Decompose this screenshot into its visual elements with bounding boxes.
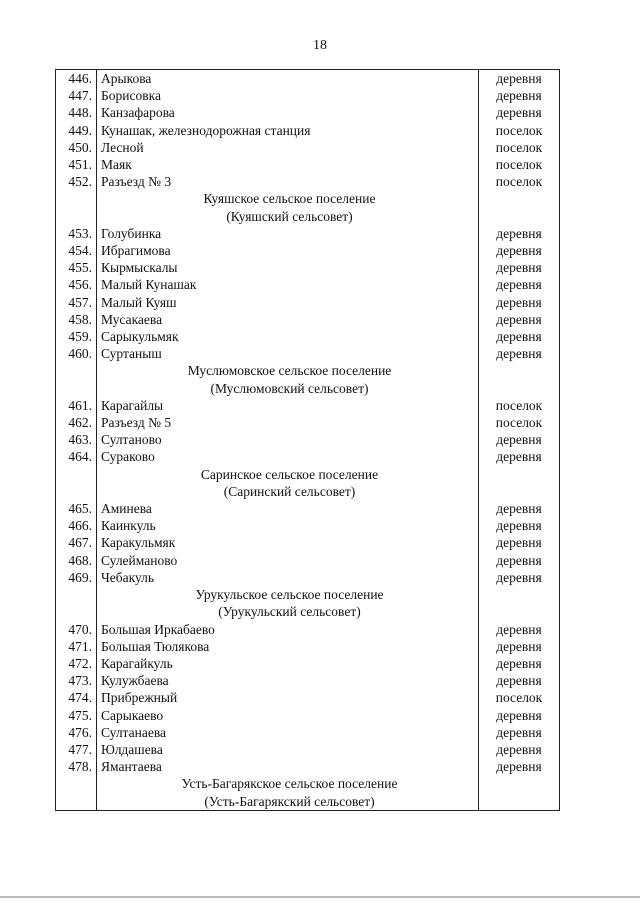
row-number: 462. <box>56 414 97 431</box>
settlement-type-empty <box>479 793 560 811</box>
row-number: 472. <box>56 655 97 672</box>
settlement-row <box>56 122 560 139</box>
row-number: 473. <box>56 672 97 689</box>
settlement-type: деревня <box>479 724 560 741</box>
settlement-type: деревня <box>479 534 560 551</box>
settlement-name: Юлдашева <box>97 741 479 758</box>
settlement-type: деревня <box>479 638 560 655</box>
settlement-name: Разъезд № 5 <box>97 414 479 431</box>
settlement-type: деревня <box>479 672 560 689</box>
settlement-row <box>56 139 560 156</box>
row-number-empty <box>56 208 97 225</box>
row-number-empty <box>56 190 97 207</box>
settlement-row <box>56 534 560 551</box>
settlement-type-empty <box>479 483 560 500</box>
settlement-type: поселок <box>479 156 560 173</box>
row-number: 452. <box>56 173 97 190</box>
section-heading-row <box>56 586 560 603</box>
settlement-name: Сарыкаево <box>97 707 479 724</box>
settlement-name: Малый Куяш <box>97 294 479 311</box>
row-number: 475. <box>56 707 97 724</box>
settlements-table <box>55 69 560 811</box>
section-heading: Урукульское сельское поселение <box>97 586 479 603</box>
row-number: 457. <box>56 294 97 311</box>
settlement-name: Голубинка <box>97 225 479 242</box>
settlement-row <box>56 225 560 242</box>
settlement-row <box>56 621 560 638</box>
section-heading: (Куяшский сельсовет) <box>97 208 479 225</box>
settlements-table-body <box>56 70 560 811</box>
settlement-row <box>56 156 560 173</box>
row-number-empty <box>56 793 97 811</box>
row-number-empty <box>56 586 97 603</box>
row-number: 469. <box>56 569 97 586</box>
settlement-type: деревня <box>479 294 560 311</box>
section-heading-row <box>56 466 560 483</box>
settlement-row <box>56 672 560 689</box>
settlement-name: Карагайкуль <box>97 655 479 672</box>
settlement-row <box>56 414 560 431</box>
settlement-name: Маяк <box>97 156 479 173</box>
section-heading: (Муслюмовский сельсовет) <box>97 380 479 397</box>
settlement-type: деревня <box>479 276 560 293</box>
settlement-type: поселок <box>479 689 560 706</box>
settlement-row <box>56 500 560 517</box>
settlement-name: Малый Кунашак <box>97 276 479 293</box>
settlement-name: Карагайлы <box>97 397 479 414</box>
row-number: 467. <box>56 534 97 551</box>
settlement-row <box>56 758 560 775</box>
section-heading-row <box>56 208 560 225</box>
settlement-row <box>56 397 560 414</box>
settlement-type: деревня <box>479 104 560 121</box>
settlement-type: деревня <box>479 500 560 517</box>
row-number: 453. <box>56 225 97 242</box>
settlement-type-empty <box>479 586 560 603</box>
row-number: 451. <box>56 156 97 173</box>
settlement-row <box>56 87 560 104</box>
settlement-name: Сулейманово <box>97 552 479 569</box>
row-number: 449. <box>56 122 97 139</box>
settlement-type-empty <box>479 362 560 379</box>
settlement-type-empty <box>479 208 560 225</box>
row-number: 478. <box>56 758 97 775</box>
row-number: 456. <box>56 276 97 293</box>
section-heading-row <box>56 190 560 207</box>
settlement-row <box>56 276 560 293</box>
row-number: 464. <box>56 448 97 465</box>
row-number: 446. <box>56 70 97 88</box>
row-number: 474. <box>56 689 97 706</box>
settlement-name: Борисовка <box>97 87 479 104</box>
settlement-name: Ибрагимова <box>97 242 479 259</box>
row-number: 463. <box>56 431 97 448</box>
settlement-row <box>56 724 560 741</box>
settlement-type: деревня <box>479 621 560 638</box>
settlement-row <box>56 569 560 586</box>
row-number: 461. <box>56 397 97 414</box>
settlement-type-empty <box>479 190 560 207</box>
row-number: 454. <box>56 242 97 259</box>
settlement-name: Аминева <box>97 500 479 517</box>
settlement-row <box>56 689 560 706</box>
settlement-name: Прибрежный <box>97 689 479 706</box>
settlement-type: деревня <box>479 569 560 586</box>
row-number-empty <box>56 775 97 792</box>
section-heading: (Усть-Багарякский сельсовет) <box>97 793 479 811</box>
section-heading-row <box>56 362 560 379</box>
page-number: 18 <box>313 38 327 53</box>
settlement-type: деревня <box>479 345 560 362</box>
settlement-name: Суртаныш <box>97 345 479 362</box>
settlement-type: деревня <box>479 707 560 724</box>
settlement-row <box>56 741 560 758</box>
settlement-type-empty <box>479 603 560 620</box>
settlement-type-empty <box>479 466 560 483</box>
settlement-type: деревня <box>479 328 560 345</box>
row-number: 450. <box>56 139 97 156</box>
settlement-name: Кулужбаева <box>97 672 479 689</box>
settlement-name: Лесной <box>97 139 479 156</box>
settlement-name: Султаново <box>97 431 479 448</box>
settlement-name: Каинкуль <box>97 517 479 534</box>
row-number: 468. <box>56 552 97 569</box>
row-number: 477. <box>56 741 97 758</box>
row-number: 448. <box>56 104 97 121</box>
settlement-type: деревня <box>479 70 560 88</box>
settlement-type: поселок <box>479 122 560 139</box>
row-number: 465. <box>56 500 97 517</box>
settlement-name: Большая Тюлякова <box>97 638 479 655</box>
settlement-name: Мусакаева <box>97 311 479 328</box>
row-number: 455. <box>56 259 97 276</box>
settlement-row <box>56 328 560 345</box>
settlement-type: деревня <box>479 448 560 465</box>
row-number-empty <box>56 483 97 500</box>
settlement-type: деревня <box>479 259 560 276</box>
settlement-type: поселок <box>479 139 560 156</box>
section-heading: Саринское сельское поселение <box>97 466 479 483</box>
row-number-empty <box>56 380 97 397</box>
row-number-empty <box>56 362 97 379</box>
section-heading: Муслюмовское сельское поселение <box>97 362 479 379</box>
row-number: 458. <box>56 311 97 328</box>
row-number: 466. <box>56 517 97 534</box>
section-heading-row <box>56 483 560 500</box>
settlement-row <box>56 517 560 534</box>
settlement-type-empty <box>479 775 560 792</box>
settlement-name: Арыкова <box>97 70 479 88</box>
row-number: 471. <box>56 638 97 655</box>
settlement-name: Султанаева <box>97 724 479 741</box>
section-heading: (Урукульский сельсовет) <box>97 603 479 620</box>
settlement-type: поселок <box>479 397 560 414</box>
settlement-type: деревня <box>479 741 560 758</box>
settlement-type: деревня <box>479 517 560 534</box>
settlement-row <box>56 448 560 465</box>
settlement-type: деревня <box>479 311 560 328</box>
settlement-row <box>56 707 560 724</box>
row-number: 459. <box>56 328 97 345</box>
settlement-row <box>56 552 560 569</box>
settlement-type: деревня <box>479 655 560 672</box>
row-number: 460. <box>56 345 97 362</box>
settlement-type: деревня <box>479 87 560 104</box>
section-heading: (Саринский сельсовет) <box>97 483 479 500</box>
settlement-row <box>56 638 560 655</box>
settlement-type: поселок <box>479 414 560 431</box>
row-number: 447. <box>56 87 97 104</box>
settlement-name: Канзафарова <box>97 104 479 121</box>
settlement-name: Кунашак, железнодорожная станция <box>97 122 479 139</box>
settlement-row <box>56 294 560 311</box>
settlement-type: деревня <box>479 431 560 448</box>
row-number: 476. <box>56 724 97 741</box>
settlement-name: Каракульмяк <box>97 534 479 551</box>
settlement-name: Ямантаева <box>97 758 479 775</box>
settlement-name: Сураково <box>97 448 479 465</box>
settlement-type: деревня <box>479 552 560 569</box>
settlement-name: Чебакуль <box>97 569 479 586</box>
settlement-type: поселок <box>479 173 560 190</box>
settlement-type: деревня <box>479 758 560 775</box>
section-heading-row <box>56 793 560 811</box>
settlement-name: Сарыкульмяк <box>97 328 479 345</box>
settlement-type-empty <box>479 380 560 397</box>
settlement-type: деревня <box>479 225 560 242</box>
section-heading-row <box>56 775 560 792</box>
settlement-name: Большая Иркабаево <box>97 621 479 638</box>
settlement-name: Кырмыскалы <box>97 259 479 276</box>
row-number-empty <box>56 466 97 483</box>
settlement-row <box>56 345 560 362</box>
section-heading: Усть-Багарякское сельское поселение <box>97 775 479 792</box>
row-number: 470. <box>56 621 97 638</box>
settlement-type: деревня <box>479 242 560 259</box>
settlement-row <box>56 70 560 88</box>
settlement-name: Разъезд № 3 <box>97 173 479 190</box>
settlement-row <box>56 311 560 328</box>
settlement-row <box>56 431 560 448</box>
settlement-row <box>56 259 560 276</box>
settlement-row <box>56 242 560 259</box>
settlement-row <box>56 104 560 121</box>
settlement-row <box>56 173 560 190</box>
settlement-row <box>56 655 560 672</box>
page-bottom-rule <box>0 896 640 898</box>
section-heading: Куяшское сельское поселение <box>97 190 479 207</box>
section-heading-row <box>56 603 560 620</box>
section-heading-row <box>56 380 560 397</box>
row-number-empty <box>56 603 97 620</box>
